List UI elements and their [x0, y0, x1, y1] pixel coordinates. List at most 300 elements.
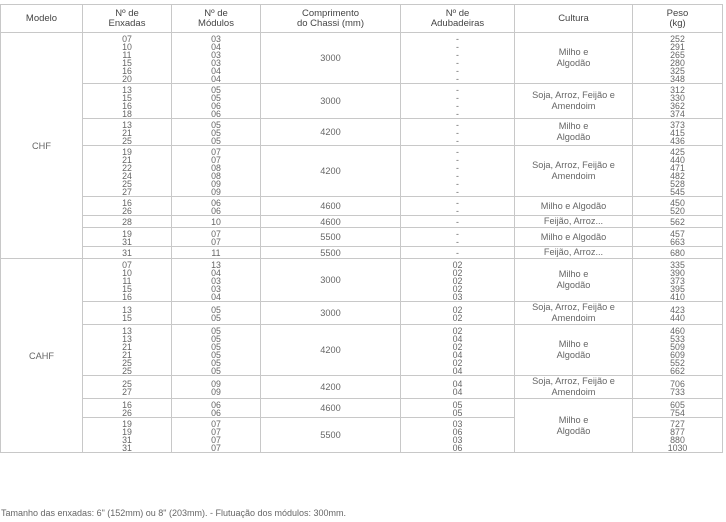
adubadeiras-cell-value: 04 — [452, 349, 463, 360]
adubadeiras-cell-value: 02 — [452, 357, 463, 368]
adubadeiras-cell — [401, 197, 515, 216]
peso-cell-value: 312 — [670, 84, 685, 95]
modulos-cell-value: 07 — [211, 442, 221, 453]
peso-cell — [633, 216, 723, 228]
modulos-cell-value: 05 — [211, 312, 221, 323]
table-row — [1, 247, 723, 259]
peso-cell-value: 440 — [670, 154, 685, 165]
enxadas-cell-value: 28 — [122, 217, 132, 227]
cultura-cell-line: Feijão, Arroz... — [543, 247, 604, 257]
peso-cell-value: 471 — [670, 162, 685, 173]
adubadeiras-cell-value: - — [456, 186, 459, 197]
table-row — [1, 33, 723, 84]
modulos-cell-value: 08 — [211, 162, 221, 173]
modulos-cell-value: 07 — [211, 418, 221, 429]
modulos-cell — [172, 376, 261, 399]
peso-cell-value: 680 — [670, 248, 685, 258]
cultura-cell-line: Milho e Algodão — [540, 200, 607, 211]
adubadeiras-cell — [401, 84, 515, 119]
peso-cell-value: 348 — [670, 73, 685, 84]
chassi-cell: 4200 — [261, 325, 401, 376]
table-row — [1, 259, 723, 302]
enxadas-cell-value: 25 — [122, 378, 132, 389]
cultura-cell — [515, 197, 633, 216]
adubadeiras-cell-value: 02 — [452, 341, 463, 352]
modulos-cell-value: 08 — [211, 170, 221, 181]
modulos-cell — [172, 247, 261, 259]
peso-cell-value: 528 — [670, 178, 685, 189]
enxadas-cell — [83, 247, 172, 259]
model-name: CHF — [1, 33, 83, 259]
adubadeiras-cell-value: 02 — [452, 283, 463, 294]
table-row — [1, 197, 723, 216]
adubadeiras-cell-value: - — [456, 154, 459, 165]
enxadas-cell-value: 15 — [122, 92, 132, 103]
peso-cell — [633, 33, 723, 84]
modulos-cell-value: 09 — [211, 186, 221, 197]
peso-cell — [633, 247, 723, 259]
header-modulos: Nº de Módulos — [172, 5, 261, 33]
peso-cell-value: 410 — [670, 291, 685, 302]
peso-cell-value: 252 — [670, 33, 685, 44]
enxadas-cell-value: 18 — [122, 108, 132, 119]
modulos-cell-value: 05 — [211, 325, 221, 336]
peso-cell-value: 509 — [670, 341, 685, 352]
enxadas-cell-value: 19 — [122, 418, 132, 429]
cultura-cell — [515, 376, 633, 399]
modulos-cell-value: 06 — [211, 108, 221, 119]
enxadas-cell-value: 27 — [122, 386, 132, 397]
chassi-cell: 3000 — [261, 84, 401, 119]
peso-cell-value: 727 — [670, 418, 685, 429]
enxadas-cell — [83, 376, 172, 399]
adubadeiras-cell-value: - — [456, 162, 459, 173]
enxadas-cell-value: 13 — [122, 333, 132, 344]
modulos-cell-value: 05 — [211, 84, 221, 95]
enxadas-cell-value: 25 — [122, 135, 132, 146]
model-name: CAHF — [1, 259, 83, 453]
enxadas-cell — [83, 84, 172, 119]
adubadeiras-cell-value: - — [456, 205, 459, 216]
modulos-cell-value: 09 — [211, 378, 221, 389]
adubadeiras-cell-value: 02 — [452, 304, 463, 315]
modulos-cell-value: 05 — [211, 135, 221, 146]
adubadeiras-cell-value: - — [456, 178, 459, 189]
peso-cell-value: 662 — [670, 365, 685, 376]
enxadas-cell — [83, 418, 172, 453]
table-row — [1, 399, 723, 418]
cultura-cell-line: Milho e — [558, 269, 589, 279]
adubadeiras-cell-value: - — [456, 100, 459, 111]
cultura-cell-line: Algodão — [556, 350, 591, 360]
modulos-cell-value: 09 — [211, 178, 221, 189]
peso-cell-value: 373 — [670, 275, 685, 286]
specifications-table — [0, 4, 723, 453]
header-row — [1, 5, 723, 33]
enxadas-cell-value: 31 — [122, 434, 132, 445]
peso-cell-value: 520 — [670, 205, 685, 216]
enxadas-cell-value: 13 — [122, 325, 132, 336]
enxadas-cell-value: 16 — [122, 291, 132, 302]
modulos-cell-value: 09 — [211, 386, 221, 397]
enxadas-cell-value: 15 — [122, 57, 132, 68]
adubadeiras-cell — [401, 259, 515, 302]
cultura-cell — [515, 146, 633, 197]
peso-cell — [633, 84, 723, 119]
chassi-cell: 4600 — [261, 399, 401, 418]
modulos-cell — [172, 33, 261, 84]
enxadas-cell — [83, 33, 172, 84]
cultura-cell-line: Soja, Arroz, Feijão e — [532, 160, 615, 170]
modulos-cell-value: 04 — [211, 73, 221, 84]
cultura-cell — [515, 216, 633, 228]
cultura-cell-line: Milho e Algodão — [540, 231, 607, 242]
adubadeiras-cell — [401, 216, 515, 228]
adubadeiras-cell — [401, 399, 515, 418]
peso-cell-value: 390 — [670, 267, 685, 278]
modulos-cell-value: 06 — [211, 399, 221, 410]
enxadas-cell-value: 16 — [122, 65, 132, 76]
modulos-cell-value: 11 — [211, 248, 221, 258]
header-chassi: Comprimento do Chassi (mm) — [261, 5, 401, 33]
table-row — [1, 84, 723, 119]
cultura-cell — [515, 259, 633, 302]
modulos-cell — [172, 216, 261, 228]
peso-cell-value: 552 — [670, 357, 685, 368]
adubadeiras-cell — [401, 119, 515, 146]
enxadas-cell-value: 16 — [122, 197, 132, 208]
enxadas-cell-value: 11 — [122, 49, 132, 60]
adubadeiras-cell-value: 03 — [452, 418, 463, 429]
enxadas-cell-value: 16 — [122, 100, 132, 111]
peso-cell — [633, 376, 723, 399]
modulos-cell — [172, 259, 261, 302]
enxadas-cell-value: 13 — [122, 119, 132, 130]
enxadas-cell-value: 11 — [122, 275, 132, 286]
chassi-cell: 4600 — [261, 216, 401, 228]
enxadas-cell-value: 20 — [122, 73, 132, 84]
peso-cell-value: 440 — [670, 312, 685, 323]
cultura-cell — [515, 228, 633, 247]
enxadas-cell-value: 21 — [122, 349, 132, 360]
enxadas-cell-value: 07 — [122, 259, 132, 270]
adubadeiras-cell-value: 04 — [452, 378, 463, 389]
adubadeiras-cell-value: 02 — [452, 325, 463, 336]
modulos-cell-value: 05 — [211, 92, 221, 103]
cultura-cell — [515, 399, 633, 453]
modulos-cell — [172, 119, 261, 146]
peso-cell-value: 330 — [670, 92, 685, 103]
cultura-cell-line: Milho e — [558, 414, 589, 425]
peso-cell — [633, 197, 723, 216]
table-body — [1, 33, 723, 453]
peso-cell-value: 373 — [670, 119, 685, 130]
table-row — [1, 302, 723, 325]
adubadeiras-cell — [401, 376, 515, 399]
peso-cell-value: 457 — [670, 228, 685, 239]
modulos-cell-value: 04 — [211, 267, 221, 278]
peso-cell-value: 291 — [670, 41, 685, 52]
peso-cell — [633, 325, 723, 376]
enxadas-cell-value: 31 — [122, 236, 132, 247]
peso-cell-value: 374 — [670, 108, 685, 119]
enxadas-cell-value: 21 — [122, 154, 132, 165]
adubadeiras-cell-value: 05 — [452, 399, 463, 410]
modulos-cell-value: 05 — [211, 304, 221, 315]
peso-cell — [633, 302, 723, 325]
enxadas-cell-value: 10 — [122, 41, 132, 52]
chassi-cell: 3000 — [261, 259, 401, 302]
peso-cell-value: 733 — [670, 386, 685, 397]
modulos-cell-value: 05 — [211, 333, 221, 344]
cultura-cell — [515, 33, 633, 84]
modulos-cell-value: 03 — [211, 57, 221, 68]
modulos-cell-value: 05 — [211, 341, 221, 352]
adubadeiras-cell-value: - — [456, 108, 459, 119]
enxadas-cell-value: 19 — [122, 146, 132, 157]
adubadeiras-cell-value: - — [456, 92, 459, 103]
enxadas-cell — [83, 302, 172, 325]
chassi-cell: 5500 — [261, 228, 401, 247]
adubadeiras-cell-value: 04 — [452, 333, 463, 344]
header-modelo: Modelo — [1, 5, 83, 33]
chassi-cell: 4200 — [261, 146, 401, 197]
cultura-cell-line: Feijão, Arroz... — [543, 216, 604, 226]
enxadas-cell-value: 21 — [122, 127, 132, 138]
cultura-cell-line: Soja, Arroz, Feijão e — [532, 90, 615, 100]
modulos-cell-value: 05 — [211, 119, 221, 130]
peso-cell-value: 280 — [670, 57, 685, 68]
peso-cell — [633, 146, 723, 197]
header-peso: Peso (kg) — [633, 5, 723, 33]
cultura-cell-line: Soja, Arroz, Feijão e — [532, 376, 615, 386]
adubadeiras-cell-value: 04 — [452, 386, 463, 397]
cultura-cell-line: Milho e — [558, 339, 589, 349]
peso-cell-value: 754 — [670, 407, 685, 418]
cultura-cell-line: Algodão — [556, 132, 591, 142]
adubadeiras-cell-value: - — [456, 217, 459, 227]
enxadas-cell-value: 27 — [122, 186, 132, 197]
modulos-cell-value: 07 — [211, 426, 221, 437]
peso-cell-value: 545 — [670, 186, 685, 197]
enxadas-cell-value: 21 — [122, 341, 132, 352]
adubadeiras-cell-value: - — [456, 197, 459, 208]
chassi-cell: 5500 — [261, 418, 401, 453]
modulos-cell-value: 04 — [211, 41, 221, 52]
adubadeiras-cell-value: 02 — [452, 312, 463, 323]
modulos-cell — [172, 197, 261, 216]
enxadas-cell-value: 16 — [122, 399, 132, 410]
adubadeiras-cell-value: - — [456, 170, 459, 181]
peso-cell — [633, 228, 723, 247]
adubadeiras-cell — [401, 33, 515, 84]
enxadas-cell-value: 31 — [122, 248, 132, 258]
enxadas-cell-value: 15 — [122, 312, 132, 323]
adubadeiras-cell-value: - — [456, 228, 459, 239]
adubadeiras-cell-value: - — [456, 119, 459, 130]
adubadeiras-cell — [401, 325, 515, 376]
enxadas-cell — [83, 228, 172, 247]
enxadas-cell-value: 24 — [122, 170, 132, 181]
cultura-cell — [515, 119, 633, 146]
table-row — [1, 325, 723, 376]
cultura-cell-line: Algodão — [556, 58, 591, 68]
footnote: Tamanho das enxadas: 6" (152mm) ou 8" (203mm). - Flutuação dos módulos: 300mm. — [1, 508, 347, 518]
cultura-cell-line: Amendoim — [551, 101, 596, 111]
cultura-cell-line: Amendoim — [551, 387, 596, 397]
adubadeiras-cell-value: - — [456, 65, 459, 76]
peso-cell-value: 562 — [670, 217, 685, 227]
modulos-cell — [172, 84, 261, 119]
cultura-cell-line: Algodão — [556, 425, 591, 436]
peso-cell-value: 362 — [670, 100, 685, 111]
peso-cell-value: 415 — [670, 127, 685, 138]
adubadeiras-cell-value: - — [456, 84, 459, 95]
peso-cell-value: 335 — [670, 259, 685, 270]
enxadas-cell — [83, 146, 172, 197]
cultura-cell-line: Soja, Arroz, Feijão e — [532, 302, 615, 312]
enxadas-cell — [83, 325, 172, 376]
peso-cell-value: 325 — [670, 65, 685, 76]
table-row — [1, 376, 723, 399]
enxadas-cell — [83, 216, 172, 228]
peso-cell-value: 880 — [670, 434, 685, 445]
adubadeiras-cell — [401, 228, 515, 247]
enxadas-cell-value: 25 — [122, 178, 132, 189]
adubadeiras-cell-value: 06 — [452, 426, 463, 437]
peso-cell-value: 423 — [670, 304, 685, 315]
modulos-cell-value: 05 — [211, 127, 221, 138]
modulos-cell — [172, 325, 261, 376]
enxadas-cell-value: 25 — [122, 365, 132, 376]
modulos-cell-value: 07 — [211, 228, 221, 239]
peso-cell — [633, 418, 723, 453]
modulos-cell-value: 07 — [211, 236, 221, 247]
table-row — [1, 119, 723, 146]
chassi-cell: 4600 — [261, 197, 401, 216]
enxadas-cell-value: 07 — [122, 33, 132, 44]
peso-cell-value: 482 — [670, 170, 685, 181]
adubadeiras-cell — [401, 146, 515, 197]
modulos-cell-value: 05 — [211, 357, 221, 368]
table-row — [1, 228, 723, 247]
enxadas-cell-value: 31 — [122, 442, 132, 453]
adubadeiras-cell-value: - — [456, 135, 459, 146]
peso-cell-value: 663 — [670, 236, 685, 247]
modulos-cell-value: 10 — [211, 217, 221, 227]
modulos-cell-value: 05 — [211, 365, 221, 376]
modulos-cell — [172, 146, 261, 197]
modulos-cell-value: 05 — [211, 349, 221, 360]
enxadas-cell — [83, 197, 172, 216]
adubadeiras-cell-value: 06 — [452, 442, 463, 453]
peso-cell-value: 609 — [670, 349, 685, 360]
peso-cell-value: 450 — [670, 197, 685, 208]
modulos-cell — [172, 302, 261, 325]
cultura-cell-line: Amendoim — [551, 313, 596, 323]
enxadas-cell — [83, 119, 172, 146]
adubadeiras-cell — [401, 418, 515, 453]
adubadeiras-cell-value: 03 — [452, 434, 463, 445]
adubadeiras-cell-value: 02 — [452, 259, 463, 270]
peso-cell-value: 460 — [670, 325, 685, 336]
enxadas-cell-value: 26 — [122, 205, 132, 216]
cultura-cell — [515, 302, 633, 325]
adubadeiras-cell-value: 03 — [452, 291, 463, 302]
cultura-cell-line: Algodão — [556, 280, 591, 290]
peso-cell-value: 1030 — [667, 442, 688, 453]
adubadeiras-cell-value: - — [456, 146, 459, 157]
peso-cell — [633, 119, 723, 146]
adubadeiras-cell-value: - — [456, 248, 459, 258]
adubadeiras-cell-value: 02 — [452, 275, 463, 286]
modulos-cell-value: 06 — [211, 197, 221, 208]
peso-cell-value: 605 — [670, 399, 685, 410]
cultura-cell-line: Milho e — [558, 121, 589, 131]
enxadas-cell-value: 19 — [122, 426, 132, 437]
chassi-cell: 4200 — [261, 376, 401, 399]
header-enxadas: Nº de Enxadas — [83, 5, 172, 33]
enxadas-cell-value: 15 — [122, 283, 132, 294]
enxadas-cell — [83, 259, 172, 302]
adubadeiras-cell-value: - — [456, 236, 459, 247]
table-row — [1, 146, 723, 197]
peso-cell-value: 436 — [670, 135, 685, 146]
modulos-cell — [172, 228, 261, 247]
enxadas-cell-value: 19 — [122, 228, 132, 239]
peso-cell-value: 425 — [670, 146, 685, 157]
cultura-cell-line: Amendoim — [551, 171, 596, 181]
adubadeiras-cell-value: 04 — [452, 365, 463, 376]
adubadeiras-cell-value: - — [456, 57, 459, 68]
modulos-cell-value: 07 — [211, 434, 221, 445]
modulos-cell-value: 07 — [211, 154, 221, 165]
modulos-cell-value: 03 — [211, 49, 221, 60]
peso-cell-value: 877 — [670, 426, 685, 437]
header-adubadeiras: Nº de Adubadeiras — [401, 5, 515, 33]
chassi-cell: 3000 — [261, 302, 401, 325]
table-row — [1, 216, 723, 228]
peso-cell — [633, 399, 723, 418]
peso-cell-value: 265 — [670, 49, 685, 60]
enxadas-cell-value: 10 — [122, 267, 132, 278]
adubadeiras-cell-value: 05 — [452, 407, 463, 418]
modulos-cell-value: 04 — [211, 65, 221, 76]
modulos-cell-value: 03 — [211, 283, 221, 294]
cultura-cell — [515, 247, 633, 259]
modulos-cell-value: 03 — [211, 33, 221, 44]
modulos-cell-value: 07 — [211, 146, 221, 157]
adubadeiras-cell-value: - — [456, 49, 459, 60]
adubadeiras-cell-value: - — [456, 127, 459, 138]
peso-cell-value: 395 — [670, 283, 685, 294]
chassi-cell: 4200 — [261, 119, 401, 146]
peso-cell — [633, 259, 723, 302]
modulos-cell — [172, 418, 261, 453]
adubadeiras-cell-value: - — [456, 33, 459, 44]
modulos-cell — [172, 399, 261, 418]
cultura-cell — [515, 325, 633, 376]
modulos-cell-value: 03 — [211, 275, 221, 286]
header-cultura: Cultura — [515, 5, 633, 33]
chassi-cell: 5500 — [261, 247, 401, 259]
modulos-cell-value: 06 — [211, 205, 221, 216]
enxadas-cell-value: 13 — [122, 84, 132, 95]
cultura-cell-line: Milho e — [558, 47, 589, 57]
enxadas-cell-value: 22 — [122, 162, 132, 173]
modulos-cell-value: 06 — [211, 100, 221, 111]
adubadeiras-cell — [401, 247, 515, 259]
